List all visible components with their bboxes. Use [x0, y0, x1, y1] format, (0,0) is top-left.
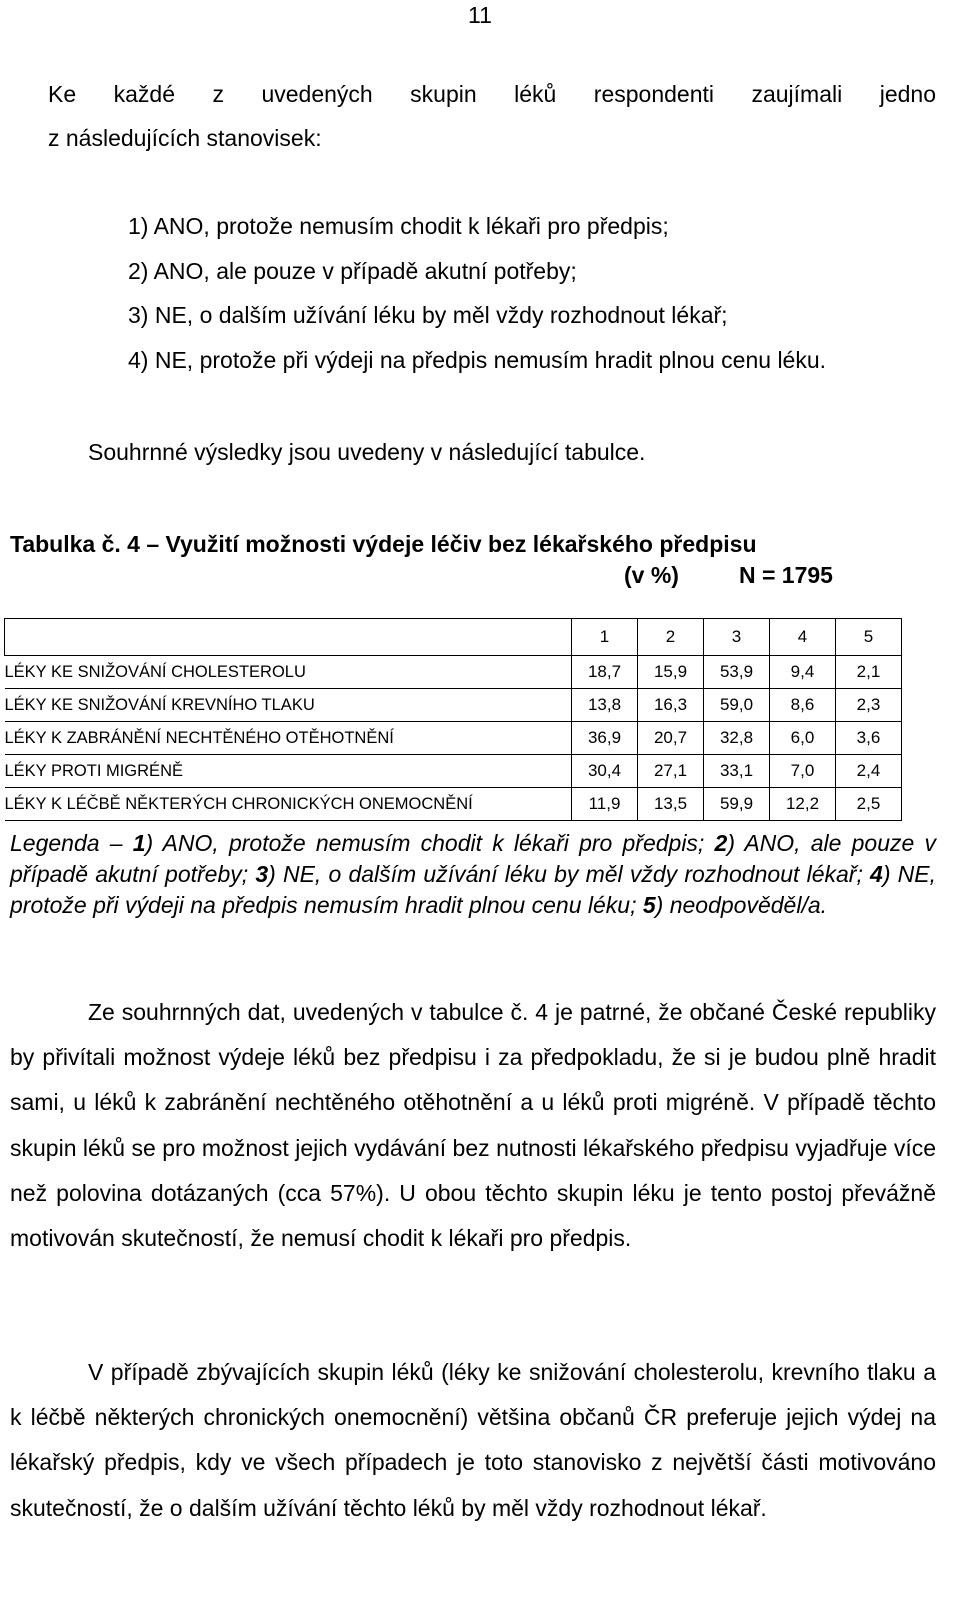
table-header-cell: 3	[704, 619, 770, 656]
table-cell: 30,4	[572, 755, 638, 788]
table-header-cell: 2	[638, 619, 704, 656]
table-cell: 18,7	[572, 656, 638, 689]
option-item: 3) NE, o dalším užívání léku by měl vždy rozhodnout lékař;	[128, 302, 728, 328]
option-item: 1) ANO, protože nemusím chodit k lékaři pro předpis;	[128, 213, 669, 239]
table-cell: 2,5	[836, 788, 902, 821]
table-cell: 32,8	[704, 722, 770, 755]
row-label: LÉKY PROTI MIGRÉNĚ	[5, 755, 572, 788]
row-label: LÉKY KE SNIŽOVÁNÍ KREVNÍHO TLAKU	[5, 689, 572, 722]
table-cell: 11,9	[572, 788, 638, 821]
table-header-empty	[5, 619, 572, 656]
table-cell: 13,5	[638, 788, 704, 821]
table-cell: 59,9	[704, 788, 770, 821]
table-cell: 20,7	[638, 722, 704, 755]
table-cell: 8,6	[770, 689, 836, 722]
page-number: 11	[468, 2, 492, 28]
table-legend: Legenda – 1) ANO, protože nemusím chodit k lékaři pro předpis; 2) ANO, ale pouze v případě akutní potřeby; 3) NE, o dalším užívání léku by měl vždy rozhodnout lékař; 4) NE, protože při výdeji na předpis nemusím hradit plnou cenu léku; 5) neodpověděl/a.	[10, 830, 937, 918]
table-cell: 9,4	[770, 656, 836, 689]
option-item: 2) ANO, ale pouze v případě akutní potřeby;	[128, 257, 577, 284]
table-cell: 2,4	[836, 755, 902, 788]
table-cell: 33,1	[704, 755, 770, 788]
row-label: LÉKY K LÉČBĚ NĚKTERÝCH CHRONICKÝCH ONEMOCNĚNÍ	[5, 788, 572, 821]
table-cell: 16,3	[638, 689, 704, 722]
options-list	[128, 204, 826, 382]
option-item: 4) NE, protože při výdeji na předpis nemusím hradit plnou cenu léku.	[128, 346, 827, 373]
table-header-cell: 1	[572, 619, 638, 656]
table-cell: 36,9	[572, 722, 638, 755]
row-label: LÉKY KE SNIŽOVÁNÍ CHOLESTEROLU	[5, 656, 572, 689]
table-cell: 6,0	[770, 722, 836, 755]
intro-line-1: Ke každé z uvedených skupin léků respondenti zaujímali jedno	[48, 81, 936, 107]
table-cell: 2,1	[836, 656, 902, 689]
intro-line-2: z následujících stanovisek:	[48, 125, 322, 151]
results-table	[4, 618, 902, 821]
table-cell: 2,3	[836, 689, 902, 722]
table-cell: 15,9	[638, 656, 704, 689]
table-cell: 13,8	[572, 689, 638, 722]
table-header-cell: 5	[836, 619, 902, 656]
table-caption-unit: (v %)	[624, 562, 679, 588]
table-cell: 7,0	[770, 755, 836, 788]
table-header-cell: 4	[770, 619, 836, 656]
table-row	[5, 722, 902, 755]
table-row	[5, 755, 902, 788]
table-row	[5, 689, 902, 722]
table-cell: 27,1	[638, 755, 704, 788]
summary-line: Souhrnné výsledky jsou uvedeny v následující tabulce.	[88, 439, 646, 465]
table-caption-sub	[624, 555, 833, 595]
body-paragraph: V případě zbývajících skupin léků (léky ke snižování cholesterolu, krevního tlaku a k léčbě některých chronických onemocnění) většina občanů ČR preferuje jejich výdej na lékařský předpis, kdy ve všech případech je toto stanovisko z největší části motivováno skutečností, že o dalším užívání těchto léků by měl vždy rozhodnout lékař.	[10, 1359, 936, 1521]
table-caption-title: Tabulka č. 4 – Využití možnosti výdeje léčiv bez lékařského předpisu	[10, 531, 757, 557]
table-row	[5, 788, 902, 821]
table-caption-n: N = 1795	[738, 562, 833, 588]
table-row	[5, 656, 902, 689]
table-cell: 59,0	[704, 689, 770, 722]
table-header-row	[5, 619, 902, 656]
table-cell: 53,9	[704, 656, 770, 689]
table-cell: 3,6	[836, 722, 902, 755]
body-paragraph: Ze souhrnných dat, uvedených v tabulce č. 4 je patrné, že občané České republiky by přivítali možnost výdeje léků bez předpisu i za předpokladu, že si je budou plně hradit sami, u léků k zabránění nechtěného otěhotnění a u léků proti migréně. V případě těchto skupin léků se pro možnost jejich vydávání bez nutnosti lékařského předpisu vyjadřuje více než polovina dotázaných (cca 57%). U obou těchto skupin léku je tento postoj převážně motivován skutečností, že nemusí chodit k lékaři pro předpis.	[10, 999, 936, 1252]
row-label: LÉKY K ZABRÁNĚNÍ NECHTĚNÉHO OTĚHOTNĚNÍ	[5, 722, 572, 755]
table-cell: 12,2	[770, 788, 836, 821]
